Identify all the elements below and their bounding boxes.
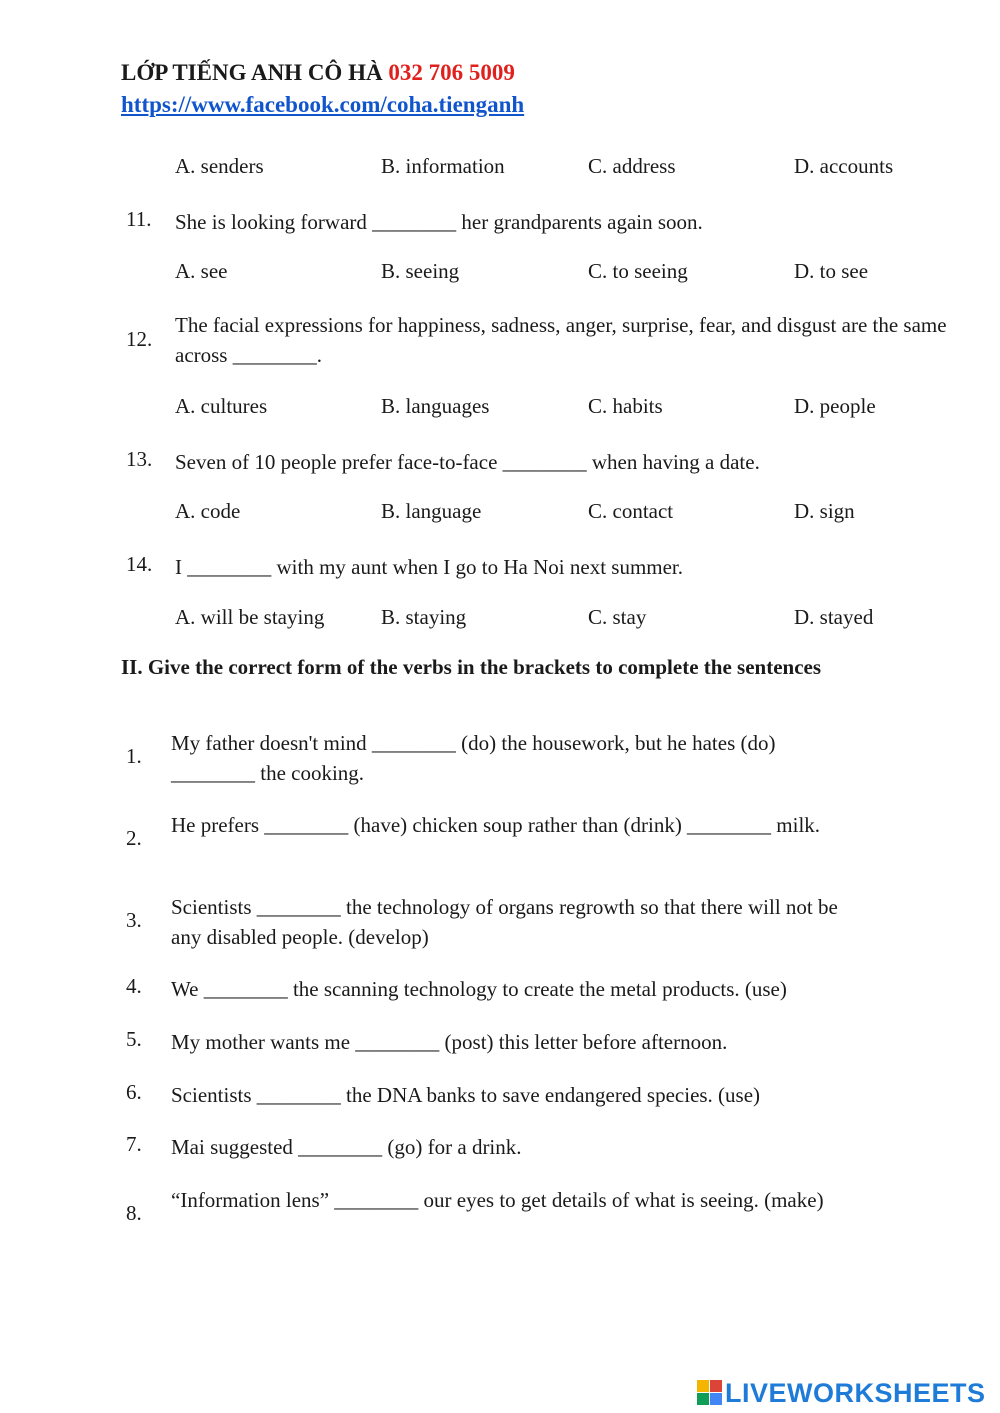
item-number: 7. (126, 1132, 142, 1156)
item-number: 2. (126, 826, 142, 850)
question-text: The facial expressions for happiness, sadness, anger, surprise, fear, and disgust are the same across ________. (175, 313, 947, 367)
option-c[interactable]: C. to seeing (588, 259, 688, 283)
exercise-item-2 (126, 810, 886, 872)
option-d[interactable]: D. to see (794, 259, 869, 283)
class-name: LỚP TIẾNG ANH CÔ HÀ (121, 60, 383, 85)
brand-name: LIVEWORKSHEETS (725, 1377, 986, 1408)
option-d[interactable]: D. people (794, 394, 876, 418)
question-number: 14. (126, 552, 153, 576)
item-number: 3. (126, 908, 142, 932)
section-2-heading: II. Give the correct form of the verbs in the brackets to complete the sentences (121, 655, 822, 679)
question-number: 13. (126, 447, 153, 471)
exercise-item-3 (126, 892, 886, 954)
q14-options (175, 605, 995, 635)
item-number: 6. (126, 1080, 142, 1104)
question-14 (126, 552, 996, 582)
option-b[interactable]: B. seeing (381, 259, 460, 283)
liveworksheets-brand (697, 1378, 986, 1408)
item-text: My father doesn't mind ________ (do) the housework, but he hates (do) ________ the cooking. (171, 731, 776, 785)
item-number: 4. (126, 974, 142, 998)
option-b[interactable]: B. language (381, 499, 482, 523)
question-text: She is looking forward ________ her grandparents again soon. (175, 210, 703, 234)
q12-options (175, 394, 995, 424)
option-d[interactable]: D. accounts (794, 154, 894, 178)
option-c[interactable]: C. contact (588, 499, 674, 523)
option-c[interactable]: C. habits (588, 394, 663, 418)
q11-options (175, 259, 995, 289)
item-number: 1. (126, 744, 142, 768)
exercise-item-7 (126, 1132, 886, 1162)
exercise-item-1 (126, 728, 886, 790)
option-b[interactable]: B. information (381, 154, 505, 178)
option-b[interactable]: B. staying (381, 605, 467, 629)
item-text: My mother wants me ________ (post) this letter before afternoon. (171, 1030, 728, 1054)
liveworksheets-logo-icon (697, 1380, 723, 1406)
item-text: He prefers ________ (have) chicken soup rather than (drink) ________ milk. (171, 813, 821, 837)
option-c[interactable]: C. stay (588, 605, 647, 629)
option-c[interactable]: C. address (588, 154, 676, 178)
question-13 (126, 447, 996, 477)
item-text: “Information lens” ________ our eyes to get details of what is seeing. (make) (171, 1188, 824, 1212)
exercise-item-6 (126, 1080, 886, 1110)
question-number: 12. (126, 327, 153, 351)
question-text: I ________ with my aunt when I go to Ha Noi next summer. (175, 555, 684, 579)
item-text: We ________ the scanning technology to create the metal products. (use) (171, 977, 787, 1001)
question-number: 11. (126, 207, 152, 231)
option-a[interactable]: A. will be staying (175, 605, 325, 629)
item-text: Scientists ________ the technology of organs regrowth so that there will not be any disabled people. (develop) (171, 895, 838, 949)
option-a[interactable]: A. cultures (175, 394, 268, 418)
q13-options (175, 499, 995, 529)
page-title (121, 60, 515, 86)
question-text: Seven of 10 people prefer face-to-face ________ when having a date. (175, 450, 760, 474)
option-d[interactable]: D. sign (794, 499, 855, 523)
exercise-item-4 (126, 974, 886, 1004)
option-a[interactable]: A. code (175, 499, 241, 523)
option-a[interactable]: A. see (175, 259, 228, 283)
exercise-item-8 (126, 1185, 886, 1247)
option-a[interactable]: A. senders (175, 154, 264, 178)
option-b[interactable]: B. languages (381, 394, 490, 418)
item-text: Mai suggested ________ (go) for a drink. (171, 1135, 522, 1159)
option-d[interactable]: D. stayed (794, 605, 874, 629)
question-12 (126, 310, 996, 372)
q10-options (175, 154, 995, 184)
phone-number: 032 706 5009 (388, 60, 515, 85)
item-number: 8. (126, 1201, 142, 1225)
item-text: Scientists ________ the DNA banks to save endangered species. (use) (171, 1083, 761, 1107)
exercise-item-5 (126, 1027, 886, 1057)
question-11 (126, 207, 996, 237)
facebook-link[interactable]: https://www.facebook.com/coha.tienganh (121, 92, 525, 117)
item-number: 5. (126, 1027, 142, 1051)
